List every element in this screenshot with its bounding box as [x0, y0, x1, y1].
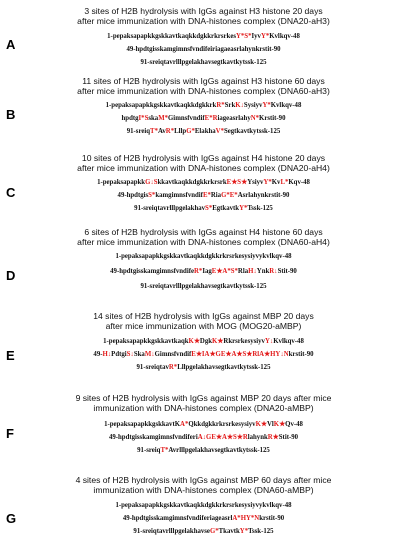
panel-c-sequence-line-1 — [0, 177, 407, 189]
sequence-segment: krstit-90 — [288, 351, 314, 358]
sequence-segment: Asrlahynkrstit-90 — [237, 192, 290, 199]
sequence-segment: 91-sreiq — [137, 447, 161, 454]
sequence-segment: Tssk-125 — [247, 205, 273, 212]
cleavage-site: E* — [202, 192, 211, 199]
panel-e-label: E — [6, 348, 15, 363]
cleavage-site: A↓GE★A★S★R — [197, 434, 248, 441]
sequence-segment: 49- — [93, 351, 103, 358]
panel-b-caption-line-1: 11 sites of H2B hydrolysis with IgGs against H3 histone 60 days — [82, 76, 325, 86]
cleavage-site: RlA★HY↓N — [252, 351, 289, 358]
sequence-segment: 91-sreiqtav — [136, 364, 169, 371]
panel-f-sequence-line-3 — [0, 445, 407, 457]
panel-a-sequence-line-3 — [0, 57, 407, 69]
cleavage-site: H↓ — [102, 351, 112, 358]
cleavage-site: K★ — [255, 421, 267, 428]
cleavage-site: I*S — [138, 115, 149, 122]
cleavage-site: S* — [148, 192, 156, 199]
cleavage-site: A* — [180, 421, 189, 428]
cleavage-site: Y* — [263, 179, 272, 186]
panel-g-sequence-line-2 — [0, 513, 407, 525]
sequence-segment: Kvlkqv-48 — [270, 102, 302, 109]
sequence-segment: 91-sreiqtavrlllpgelakhav — [134, 205, 206, 212]
sequence-segment: Kvlkqv-48 — [273, 338, 304, 345]
cleavage-site: S↓ — [126, 351, 134, 358]
sequence-segment: Tkavtk — [218, 528, 240, 535]
panel-c-caption-line-1: 10 sites of H2B hydrolysis with IgGs against H4 histone 20 days — [81, 153, 326, 163]
cleavage-site: R* — [168, 364, 178, 371]
cleavage-site: R* — [194, 268, 203, 275]
panel-f-caption-line-2: immunization with DNA-histones complex (DNA20-aMBP) — [93, 403, 314, 413]
cleavage-site: Y* — [262, 102, 271, 109]
sequence-segment: 1-pepaksapapkkgskkavt — [104, 421, 175, 428]
sequence-segment: 91-sreiqtavrlllpgelakhavsegtkavtkytssk-125 — [140, 59, 267, 66]
panel-d-sequence-line-3 — [0, 281, 407, 293]
sequence-segment: Qkkdgkkrkrsrkesysiyv — [188, 421, 256, 428]
panel-g-sequence-line-1 — [0, 500, 407, 512]
sequence-segment: ska — [148, 115, 159, 122]
sequence-segment: 49-hpdtgisskamgimnsfvndiferiageasrl — [122, 515, 233, 522]
panel-d-label: D — [6, 268, 16, 283]
panel-e-caption-line-2: after mice immunization with MOG (MOG20-aMBP) — [105, 321, 302, 331]
cleavage-site: H↓ — [248, 268, 257, 275]
cleavage-site: T* — [150, 128, 158, 135]
panel-e-caption-line-1: 14 sites of H2B hydrolysis with IgGs against MBP 20 days — [93, 311, 314, 321]
sequence-segment: Kvlkqv-48 — [269, 33, 300, 40]
sequence-segment: Tssk-125 — [248, 528, 274, 535]
panel-c-label: C — [6, 185, 16, 200]
sequence-segment: Gimnsfvndif — [154, 351, 192, 358]
sequence-segment: 91-sreiqtavrlllpgelakhavsegtkavtkytssk-125 — [140, 283, 267, 290]
sequence-segment: Pdtgi — [111, 351, 127, 358]
cleavage-site: G↓S — [145, 179, 158, 186]
sequence-segment: Iyv — [251, 33, 261, 40]
sequence-segment: 1-pepaksapapkkgskkavtkaqkkdgkkrkrsrkesysiyvykvlkqv-48 — [115, 502, 292, 509]
panel-e-sequence-line-1 — [0, 336, 407, 348]
cleavage-site: E* — [229, 192, 238, 199]
sequence-segment: Qv-48 — [285, 421, 303, 428]
sequence-segment: Ynk — [256, 268, 270, 275]
cleavage-site: K★ — [273, 421, 286, 428]
panel-c-caption-line-2: after mice immunization with DNA-histones complex (DNA20-aH4) — [77, 163, 330, 173]
sequence-segment: Ria — [210, 192, 222, 199]
cleavage-site: S* — [205, 205, 213, 212]
sequence-segment: Vl — [266, 421, 274, 428]
sequence-segment: 49-hpdtgisskamgimnsfvndife — [110, 268, 195, 275]
panel-g-caption-line-2: immunization with DNA-histones complex (DNA60-aMBP) — [93, 485, 314, 495]
cleavage-site: R★ — [267, 434, 279, 441]
sequence-segment: Gimnsfvndif — [168, 115, 205, 122]
cleavage-site: M* — [158, 115, 169, 122]
panel-a-caption-line-1: 3 sites of H2B hydrolysis with IgGs against H3 histone 20 days — [84, 6, 323, 16]
sequence-segment: Dgk — [199, 338, 213, 345]
cleavage-site: K↓ — [235, 102, 244, 109]
sequence-segment: 1-pepaksapapkkgskkavtkaqk — [103, 338, 189, 345]
panel-f-sequence-line-1 — [0, 419, 407, 431]
sequence-segment: Segtkavtkytssk-125 — [223, 128, 281, 135]
cleavage-site: R* — [165, 128, 175, 135]
cleavage-site: T* — [160, 447, 169, 454]
panel-d-caption-line-1: 6 sites of H2B hydrolysis with IgGs against H4 histone 60 days — [84, 227, 323, 237]
sequence-segment: Iag — [202, 268, 212, 275]
sequence-segment: Ska — [133, 351, 145, 358]
cleavage-site: M↓ — [144, 351, 155, 358]
panel-f-caption-line-1: 9 sites of H2B hydrolysis with IgGs against MBP 20 days after mice — [75, 393, 332, 403]
sequence-segment: Ysiyv — [247, 179, 264, 186]
panel-e-sequence-line-2 — [0, 349, 407, 361]
sequence-segment: Elakha — [194, 128, 216, 135]
panel-b-sequence-line-2 — [0, 113, 407, 125]
sequence-segment: Rla — [237, 268, 249, 275]
panel-d-caption-line-2: after mice immunization with DNA-histones complex (DNA60-aH4) — [77, 237, 330, 247]
sequence-segment: lahynk — [247, 434, 268, 441]
panel-a-caption-line-2: after mice immunization with DNA-histones complex (DNA20-aH3) — [77, 16, 330, 26]
cleavage-site: G* — [221, 192, 230, 199]
panel-a-sequence-line-2 — [0, 44, 407, 56]
panel-b-label: B — [6, 107, 16, 122]
sequence-segment: kkavtkaqkkdgkkrkrsrk — [157, 179, 227, 186]
cleavage-site: Y*S* — [235, 33, 252, 40]
sequence-segment: Kv — [271, 179, 281, 186]
panel-c-sequence-line-2 — [0, 190, 407, 202]
sequence-segment: 49-hpdtgis — [117, 192, 149, 199]
sequence-segment: hpdtg — [121, 115, 139, 122]
sequence-segment: 1-pepaksapapkkgskkavtkaqkkdgkkrk — [105, 102, 217, 109]
sequence-segment: kamgimnsfvndif — [155, 192, 203, 199]
panel-a-label: A — [6, 37, 16, 52]
sequence-segment: Srk — [224, 102, 236, 109]
sequence-segment: 91-sreiq — [126, 128, 151, 135]
sequence-segment: Egtkavtk — [212, 205, 240, 212]
cleavage-site: R↓ — [269, 268, 278, 275]
panel-c-sequence-line-3 — [0, 203, 407, 215]
cleavage-site: V* — [215, 128, 224, 135]
cleavage-site: E*R — [204, 115, 218, 122]
panel-b-sequence-line-1 — [0, 100, 407, 112]
cleavage-site: G* — [186, 128, 195, 135]
panel-a-sequence-line-1 — [0, 31, 407, 43]
cleavage-site: K★ — [188, 338, 200, 345]
sequence-segment: 91-sreiqtavrlllpgelakhavse — [133, 528, 210, 535]
sequence-segment: Sysiyv — [243, 102, 263, 109]
sequence-segment: 1-pepaksapapkkgskkavtkaqkkdgkkrkrsrkes — [107, 33, 236, 40]
cleavage-site: R* — [216, 102, 225, 109]
cleavage-site: E★A*S* — [211, 268, 238, 275]
cleavage-site: Y↓ — [264, 338, 274, 345]
sequence-segment: 49-hpdtgisskamgimnsfvndiferi — [108, 434, 198, 441]
cleavage-site: Y* — [239, 205, 248, 212]
sequence-segment: 49-hpdtgisskamgimnsfvndifeiriagaeasrlahynkrstit-90 — [126, 46, 281, 53]
cleavage-site: L* — [280, 179, 289, 186]
sequence-segment: Rkrsrkesysiyv — [223, 338, 265, 345]
panel-b-caption-line-2: after mice immunization with DNA-histones complex (DNA60-aH3) — [77, 86, 330, 96]
panel-d-sequence-line-2 — [0, 266, 407, 278]
panel-f-sequence-line-2 — [0, 432, 407, 444]
panel-g-label: G — [6, 511, 17, 526]
sequence-segment: krstit-90 — [259, 515, 285, 522]
sequence-segment: 1-pepaksapapkk — [97, 179, 146, 186]
sequence-segment: Stit-90 — [277, 268, 297, 275]
sequence-segment: Krstit-90 — [259, 115, 286, 122]
sequence-segment: Lllp — [174, 128, 187, 135]
sequence-segment: K — [174, 421, 181, 428]
sequence-segment: iageasrlahy — [217, 115, 251, 122]
cleavage-site: A*HY*N — [232, 515, 260, 522]
cleavage-site: E★IA★GE★A★S★ — [191, 351, 253, 358]
panel-e-sequence-line-3 — [0, 362, 407, 374]
cleavage-site: Y* — [239, 528, 249, 535]
cleavage-site: K★ — [212, 338, 224, 345]
panel-g-sequence-line-3 — [0, 526, 407, 538]
sequence-segment: Stit-90 — [278, 434, 299, 441]
cleavage-site: Y* — [260, 33, 270, 40]
cleavage-site: G* — [209, 528, 219, 535]
panel-g-caption-line-1: 4 sites of H2B hydrolysis with IgGs against MBP 60 days after mice — [75, 475, 332, 485]
sequence-segment: Avrlllpgelakhavsegtkavtkytssk-125 — [168, 447, 270, 454]
sequence-segment: Av — [157, 128, 166, 135]
cleavage-site: E★S★ — [226, 179, 248, 186]
sequence-segment: 1-pepaksapapkkgskkavtkaqkkdgkkrkrsrkesysiyvykvlkqv-48 — [115, 253, 292, 260]
panel-b-sequence-line-3 — [0, 126, 407, 138]
sequence-segment: Kqv-48 — [288, 179, 310, 186]
panel-d-sequence-line-1 — [0, 251, 407, 263]
panel-f-label: F — [6, 426, 14, 441]
sequence-segment: Lllpgelakhavsegtkavtkytssk-125 — [177, 364, 271, 371]
cleavage-site: N* — [250, 115, 260, 122]
